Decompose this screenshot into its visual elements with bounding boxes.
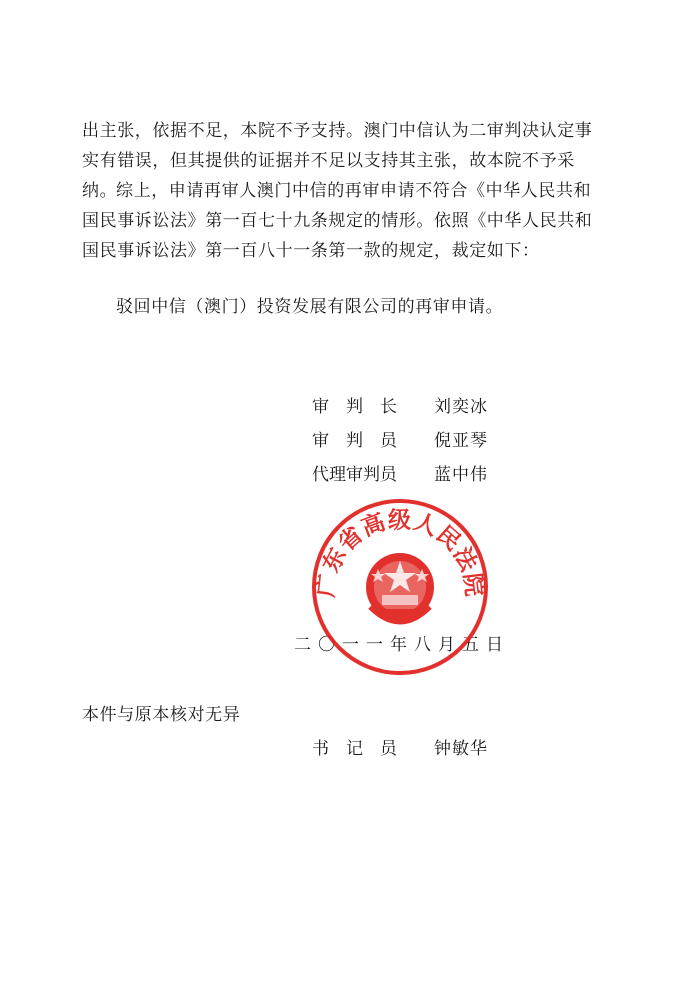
signature-row-clerk	[312, 734, 512, 764]
seal-text: 广东省高级人民法院	[313, 507, 487, 599]
verification-note: 本件与原本核对无异	[82, 705, 241, 725]
signature-row-presiding-judge	[312, 392, 512, 422]
signature-title: 代理审判员	[312, 465, 397, 485]
signature-title: 审判员	[312, 431, 414, 451]
paragraph-conclusion: 综上，申请再审人澳门中信的再审申请不符合《中华人民共和国民事诉讼法》第一百七十九条规定的情形。依照《中华人民共和国民事诉讼法》第一百八十一条第一款的规定，裁定如下：	[82, 181, 593, 261]
national-emblem-icon	[366, 553, 434, 622]
signature-name: 蓝中伟	[434, 465, 488, 485]
paragraph-1: 出主张，依据不足，本院不予支持。澳门中信认为二审判决认定事实有错误，但其提供的证据并不足以支持其主张，故本院不予采纳。	[82, 121, 593, 201]
signature-row-judge	[312, 426, 512, 456]
judgment-date: 二〇一一年八月五日	[294, 635, 510, 655]
court-seal-icon	[310, 497, 490, 677]
signature-title: 审判长	[312, 397, 414, 417]
signature-title: 书记员	[312, 739, 414, 759]
paragraph-ruling: 驳回中信（澳门）投资发展有限公司的再审申请。	[116, 297, 504, 317]
signature-name: 倪亚琴	[434, 431, 488, 451]
signature-name: 钟敏华	[434, 739, 488, 759]
signature-row-acting-judge	[312, 460, 512, 490]
signature-name: 刘奕冰	[434, 397, 488, 417]
